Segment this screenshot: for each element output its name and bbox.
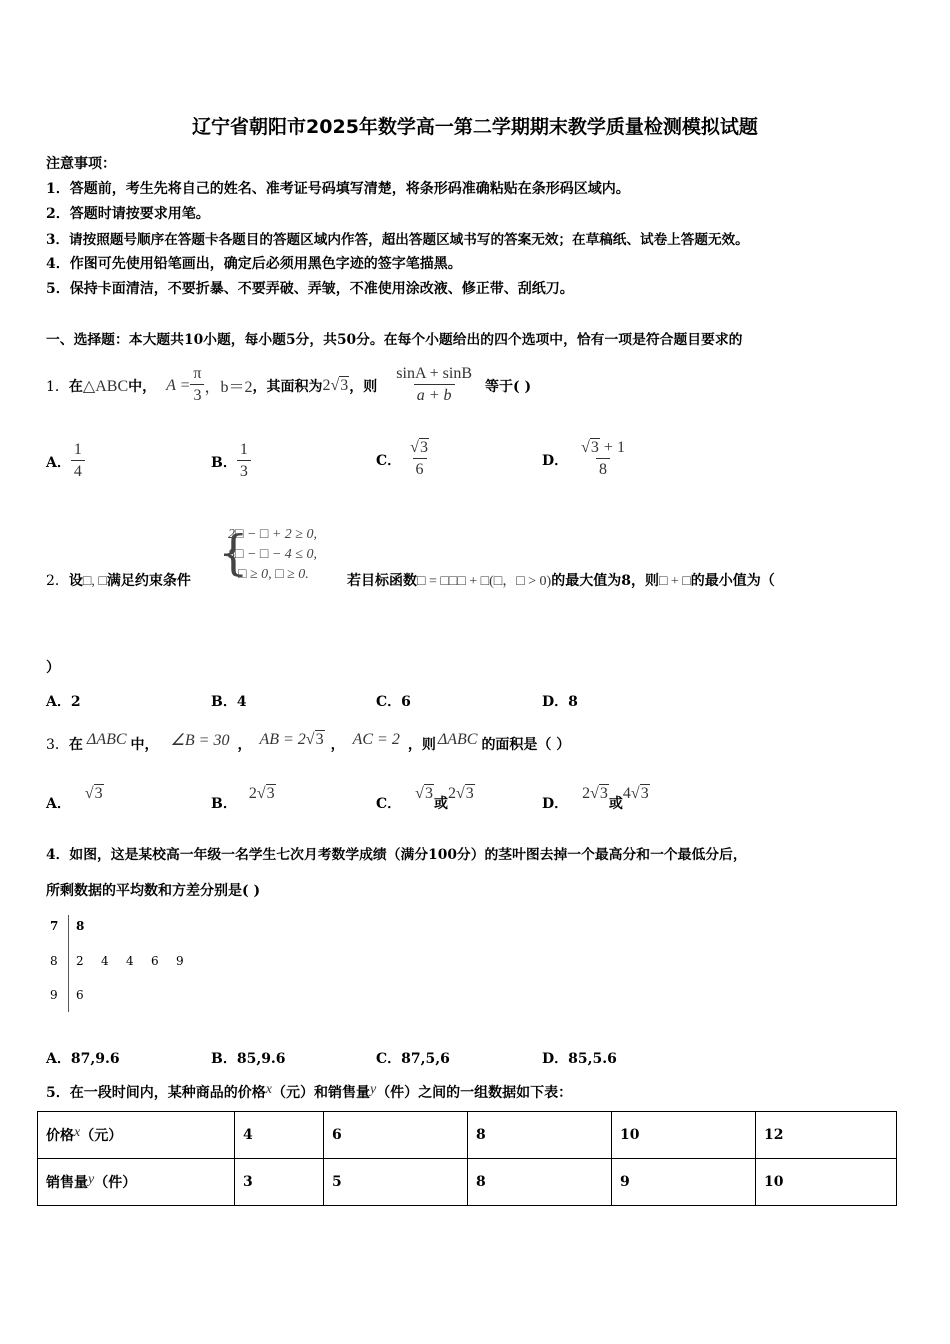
notice-item: 1．答题前，考生先将自己的姓名、准考证号码填写清楚，将条形码准确粘贴在条形码区域内。 [46,181,630,197]
or-text: 或 [608,796,623,812]
math-fraction [578,438,628,481]
question-text: 若目标函数 [347,573,417,589]
sqrt-expression: √3 [630,785,649,802]
table-cell: 12 [756,1112,897,1159]
table-cell: 6 [324,1112,468,1159]
option-letter: A． [46,796,71,812]
math-coefficient: 2 [447,785,456,802]
fraction-numerator: 1 [239,441,248,458]
option-b[interactable]: B．4 [211,694,247,710]
option-letter: C． [376,796,402,812]
table-cell: 8 [468,1112,612,1159]
option-b[interactable] [211,785,276,813]
notice-item: 4．作图可先使用铅笔画出，确定后必须用黑色字迹的签字笔描黑。 [46,256,462,272]
question-number: 1． [46,378,69,395]
section-heading: 一、选择题：本大题共10小题，每小题5分，共50分。在每个小题给出的四个选项中，恰有一项是符合题目要求的 [46,332,743,348]
math-triangle: △ABC [82,377,129,395]
option-d[interactable]: D．8 [542,694,578,710]
separator: ， [237,737,252,753]
sqrt-expression: √3 [84,785,103,802]
constraint-line: □ ≥ 0, □ ≥ 0. [238,567,309,582]
math-angle: ∠B = 30 [170,732,230,749]
sqrt-expression: √3 [455,785,474,802]
row-header [38,1112,235,1159]
fraction-denominator: 8 [596,458,610,481]
option-b[interactable] [211,440,251,483]
fraction-denominator: 4 [71,460,85,483]
fraction-numerator: π [193,365,202,382]
system-brace: { [218,525,249,581]
stem: 7 [50,919,59,933]
notice-item: 5．保持卡面清洁，不要折暴、不要弄破、弄皱，不准使用涂改液、修正带、刮纸刀。 [46,281,574,297]
separator: ， [330,737,345,753]
constraint-line: 8□ − □ − 4 ≤ 0, [228,547,317,562]
fraction-numerator: 1 [73,441,82,458]
math-var-y: y [369,1082,377,1097]
table-cell: 9 [612,1159,756,1206]
option-c[interactable]: C．6 [376,694,411,710]
option-a[interactable]: A．2 [46,694,81,710]
radicand: 3 [419,439,428,456]
leaf: 4 [101,954,109,968]
math-side-b: ，b＝2 [204,379,253,396]
radicand: 3 [266,785,275,802]
radicand: 3 [640,785,649,802]
question-2-rest [347,570,775,590]
stem: 8 [50,954,58,968]
question-4-line2: 所剩数据的平均数和方差分别是( ) [46,883,261,899]
fraction-numerator: √3 [410,439,428,456]
leaf: 6 [76,988,84,1002]
question-text: 的面积是（ ） [481,737,571,753]
math-objective: □ = □□□ + □(□，□ > 0) [417,574,552,589]
option-d[interactable] [542,438,628,481]
question-text: 的最小值为（ [690,573,775,589]
option-b[interactable]: B．85,9.6 [211,1051,286,1067]
question-5 [46,1082,572,1102]
fraction-numerator: √3 + 1 [581,439,625,456]
math-var-x: x [265,1082,272,1097]
math-side-ab: AB = 2 [259,731,306,748]
fraction-denominator: 6 [413,458,427,481]
math-fraction [190,364,204,407]
math-triangle: ΔABC [86,731,127,748]
leaf: 6 [151,954,159,968]
sqrt-expression: √3 [256,785,275,802]
sqrt-expression: √3 [415,785,433,802]
question-number: 3． [46,737,69,753]
option-c[interactable]: C．87,5,6 [376,1051,450,1067]
question-text: 满足约束条件 [106,573,191,589]
option-d[interactable] [542,785,650,813]
table-cell: 5 [324,1159,468,1206]
question-1 [46,364,531,407]
radicand: 3 [599,785,608,802]
math-fraction [71,440,85,483]
option-letter: D． [542,452,569,469]
math-coefficient: 2 [248,785,257,802]
radicand: 3 [465,785,474,802]
notice-item: 2．答题时请按要求用笔。 [46,206,210,222]
stem-leaf-divider [68,915,69,1012]
math-fraction [237,440,251,483]
stem: 9 [50,988,58,1002]
sqrt-expression: √3 [330,376,349,394]
question-text: （件）之间的一组数据如下表： [376,1085,573,1101]
question-text: 在 [68,737,83,753]
question-text: ，则 [349,378,378,395]
option-letter: A． [46,454,71,471]
fraction-denominator: a + b [414,384,455,407]
sqrt-expression: √3 [305,731,324,748]
sqrt-expression: √3 [590,785,608,802]
radicand: 3 [94,785,103,802]
table-cell: 10 [612,1112,756,1159]
question-number: 2． [46,573,69,589]
option-a[interactable] [46,785,104,813]
numerator-tail: + 1 [599,439,625,456]
math-coefficient: 2 [322,376,331,394]
question-text: 在 [68,378,83,395]
question-text: 中， [128,378,157,395]
math-coefficient: 4 [622,785,631,802]
option-a[interactable]: A．87,9.6 [46,1051,120,1067]
row-unit: （元） [80,1128,123,1144]
option-c[interactable] [376,785,475,813]
question-text: ，则 [407,737,436,753]
question-2-start [46,570,191,590]
option-a[interactable] [46,440,85,483]
row-label: 价格 [46,1128,74,1144]
row-label: 销售量 [46,1175,88,1191]
question-2-close: ） [46,660,60,676]
option-d[interactable]: D．85,5.6 [542,1051,617,1067]
math-triangle: ΔABC [437,731,478,748]
leaf: 9 [176,954,184,968]
question-text: 5．在一段时间内，某种商品的价格 [46,1085,266,1101]
math-coefficient: 2 [582,785,591,802]
question-text: （元）和销售量 [271,1085,370,1101]
math-sum: □ + □ [658,574,691,589]
radicand: 3 [424,785,433,802]
question-text: 等于( ) [485,378,532,395]
page-title: 辽宁省朝阳市2025年数学高一第二学期期末教学质量检测模拟试题 [192,116,758,138]
fraction-numerator: sinA + sinB [396,365,472,382]
math-fraction [407,438,432,481]
question-3 [46,730,570,758]
math-fraction [393,364,475,407]
question-text: 设 [68,573,83,589]
radicand: 3 [590,439,599,456]
math-angle-a: A = [166,376,191,394]
table-row [38,1159,897,1206]
math-var-x: x [74,1125,81,1140]
option-c[interactable] [376,438,432,481]
notice-item: 3．请按照题号顺序在答题卡各题目的答题区域内作答，超出答题区域书写的答案无效；在草稿纸、试卷上答题无效。 [46,232,749,248]
leaf: 2 [76,954,84,968]
question-text: 的最大值为8，则 [551,573,659,589]
option-letter: B． [211,796,237,812]
fraction-denominator: 3 [237,460,251,483]
math-side-ac: AC = 2 [352,731,400,748]
math-vars: □, □ [82,574,107,589]
row-unit: （件） [94,1175,137,1191]
or-text: 或 [433,796,448,812]
row-header [38,1159,235,1206]
leaf: 8 [76,919,85,933]
notice-heading: 注意事项： [46,156,116,172]
question-text: ，其面积为 [252,378,323,395]
table-row [38,1112,897,1159]
table-cell: 3 [235,1159,324,1206]
fraction-denominator: 3 [190,384,204,407]
table-cell: 4 [235,1112,324,1159]
radicand: 3 [340,376,349,394]
radicand: 3 [315,731,324,748]
table-cell: 8 [468,1159,612,1206]
table-cell: 10 [756,1159,897,1206]
option-letter: B． [211,454,237,471]
data-table [37,1111,897,1206]
constraint-line: 2□ − □ + 2 ≥ 0, [228,527,317,542]
leaf: 4 [126,954,134,968]
math-var-y: y [88,1172,95,1187]
question-4-line1: 4．如图，这是某校高一年级一名学生七次月考数学成绩（满分100分）的茎叶图去掉一个最高分和一个最低分后， [46,847,747,863]
option-letter: D． [542,796,569,812]
question-text: 中， [130,737,159,753]
option-letter: C． [376,452,402,469]
